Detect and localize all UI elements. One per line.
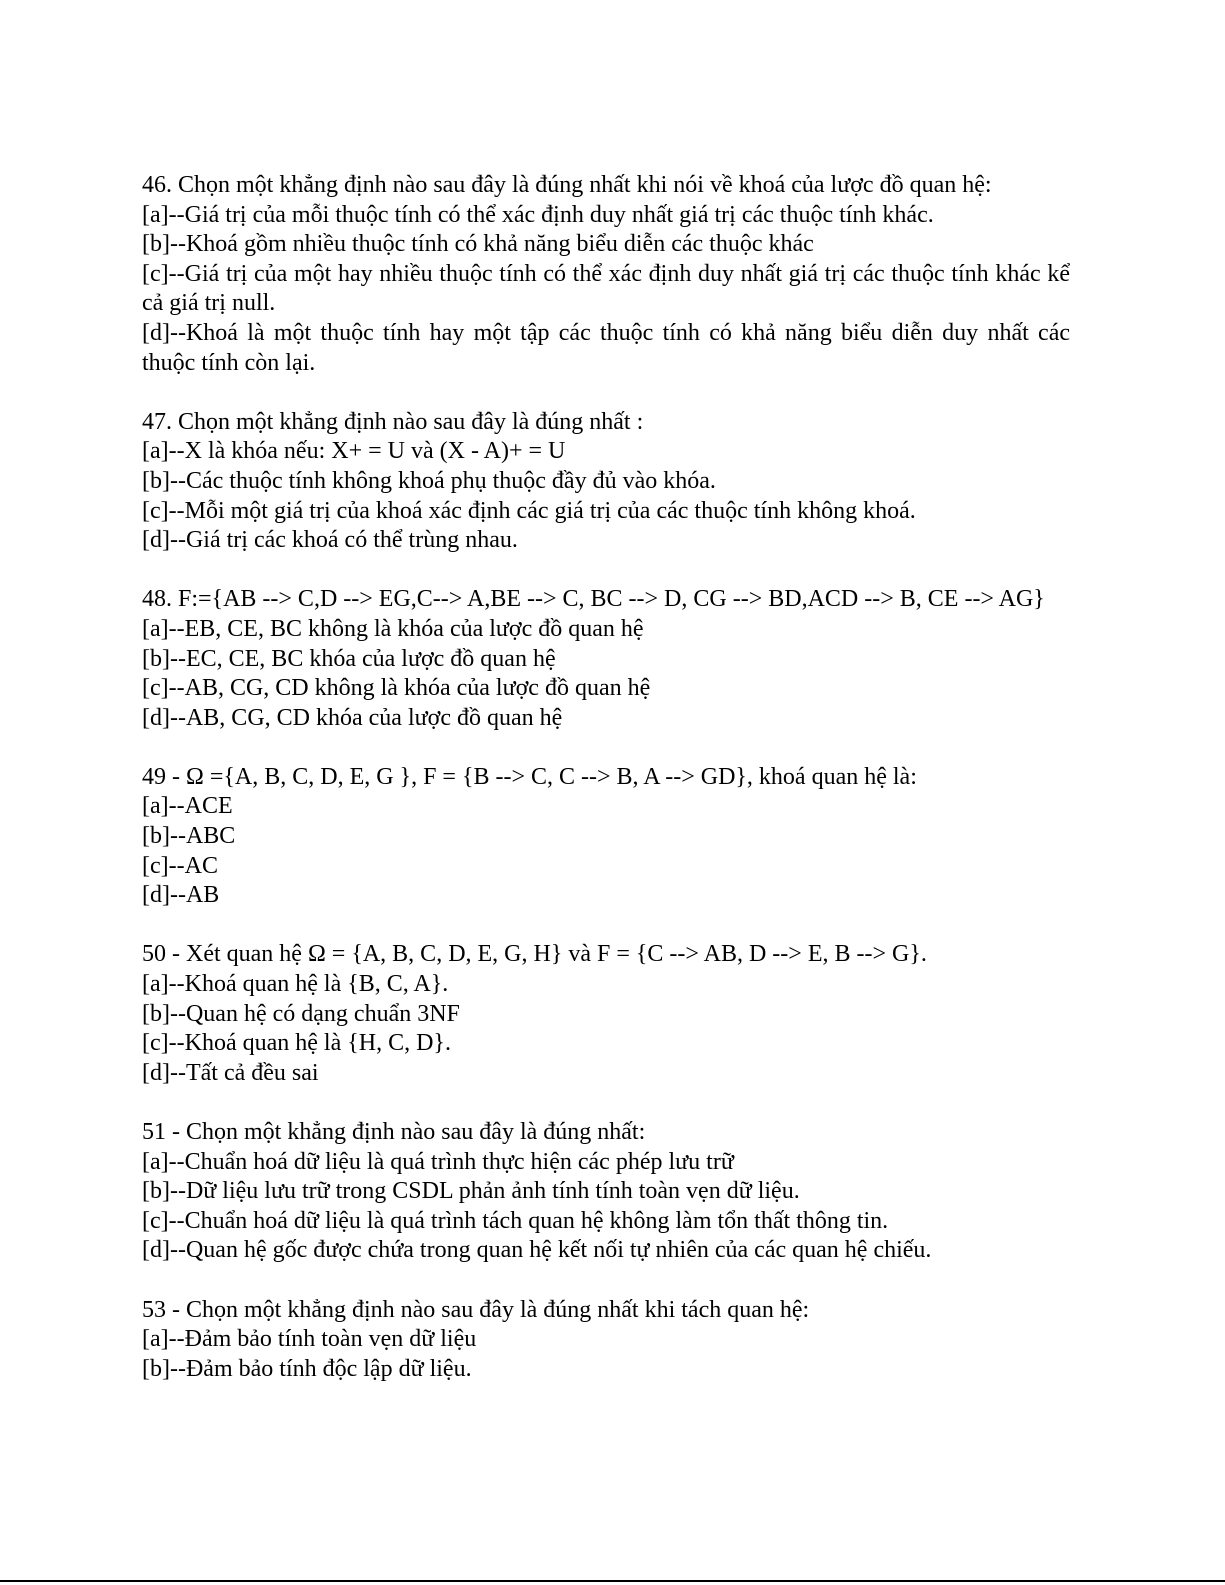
document-page [142, 171, 1070, 1414]
option-a: [a]--Giá trị của mỗi thuộc tính có thể xác định duy nhất giá trị các thuộc tính khác. [142, 201, 934, 228]
option-d: [d]--Khoá là một thuộc tính hay một tập các thuộc tính có khả năng biểu diễn duy nhất các thuộc tính còn lại. [142, 319, 1070, 376]
option-c: [c]--AB, CG, CD không là khóa của lược đồ quan hệ [142, 675, 651, 702]
question-title: 48. F:={AB --> C,D --> EG,C--> A,BE --> C, BC --> D, CG --> BD,ACD --> B, CE --> AG} [142, 586, 1045, 613]
question-46 [142, 171, 1070, 378]
option-a: [a]--X là khóa nếu: X+ = U và (X - A)+ = U [142, 438, 566, 465]
question-49 [142, 763, 1070, 911]
option-c: [c]--Giá trị của một hay nhiều thuộc tính có thể xác định duy nhất giá trị các thuộc tính khác kể cả giá trị null. [142, 260, 1070, 317]
option-a: [a]--Khoá quan hệ là {B, C, A}. [142, 971, 449, 998]
option-c: [c]--Khoá quan hệ là {H, C, D}. [142, 1030, 451, 1057]
option-d: [d]--AB, CG, CD khóa của lược đồ quan hệ [142, 704, 563, 731]
question-title: 47. Chọn một khẳng định nào sau đây là đúng nhất : [142, 408, 644, 435]
option-d: [d]--AB [142, 882, 220, 909]
option-b: [b]--Khoá gồm nhiều thuộc tính có khả năng biểu diễn các thuộc khác [142, 231, 814, 258]
page-bottom-divider [0, 1580, 1225, 1582]
question-47 [142, 408, 1070, 556]
option-d: [d]--Giá trị các khoá có thể trùng nhau. [142, 527, 518, 554]
option-b: [b]--Các thuộc tính không khoá phụ thuộc đầy đủ vào khóa. [142, 467, 716, 494]
question-title: 49 - Ω ={A, B, C, D, E, G }, F = {B --> C, C --> B, A --> GD}, khoá quan hệ là: [142, 763, 917, 790]
option-b: [b]--Quan hệ có dạng chuẩn 3NF [142, 1000, 460, 1027]
option-a: [a]--EB, CE, BC không là khóa của lược đồ quan hệ [142, 615, 644, 642]
option-b: [b]--EC, CE, BC khóa của lược đồ quan hệ [142, 645, 556, 672]
option-a: [a]--ACE [142, 793, 233, 820]
option-a: [a]--Đảm bảo tính toàn vẹn dữ liệu [142, 1326, 477, 1353]
option-b: [b]--Đảm bảo tính độc lập dữ liệu. [142, 1355, 472, 1382]
option-c: [c]--AC [142, 852, 218, 879]
option-c: [c]--Chuẩn hoá dữ liệu là quá trình tách quan hệ không làm tổn thất thông tin. [142, 1207, 889, 1234]
question-title: 46. Chọn một khẳng định nào sau đây là đúng nhất khi nói về khoá của lược đồ quan hệ: [142, 172, 992, 198]
question-51 [142, 1118, 1070, 1266]
option-d: [d]--Quan hệ gốc được chứa trong quan hệ kết nối tự nhiên của các quan hệ chiếu. [142, 1237, 932, 1264]
option-c: [c]--Mỗi một giá trị của khoá xác định các giá trị của các thuộc tính không khoá. [142, 497, 916, 524]
question-title: 50 - Xét quan hệ Ω = {A, B, C, D, E, G, H} và F = {C --> AB, D --> E, B --> G}. [142, 941, 927, 968]
option-a: [a]--Chuẩn hoá dữ liệu là quá trình thực hiện các phép lưu trữ [142, 1148, 734, 1175]
question-title: 53 - Chọn một khẳng định nào sau đây là đúng nhất khi tách quan hệ: [142, 1296, 810, 1323]
question-50 [142, 940, 1070, 1088]
option-b: [b]--Dữ liệu lưu trữ trong CSDL phản ảnh tính tính toàn vẹn dữ liệu. [142, 1178, 800, 1205]
option-d: [d]--Tất cả đều sai [142, 1059, 319, 1086]
question-title: 51 - Chọn một khẳng định nào sau đây là đúng nhất: [142, 1119, 646, 1145]
question-48 [142, 585, 1070, 733]
question-53 [142, 1296, 1070, 1385]
option-b: [b]--ABC [142, 823, 236, 850]
